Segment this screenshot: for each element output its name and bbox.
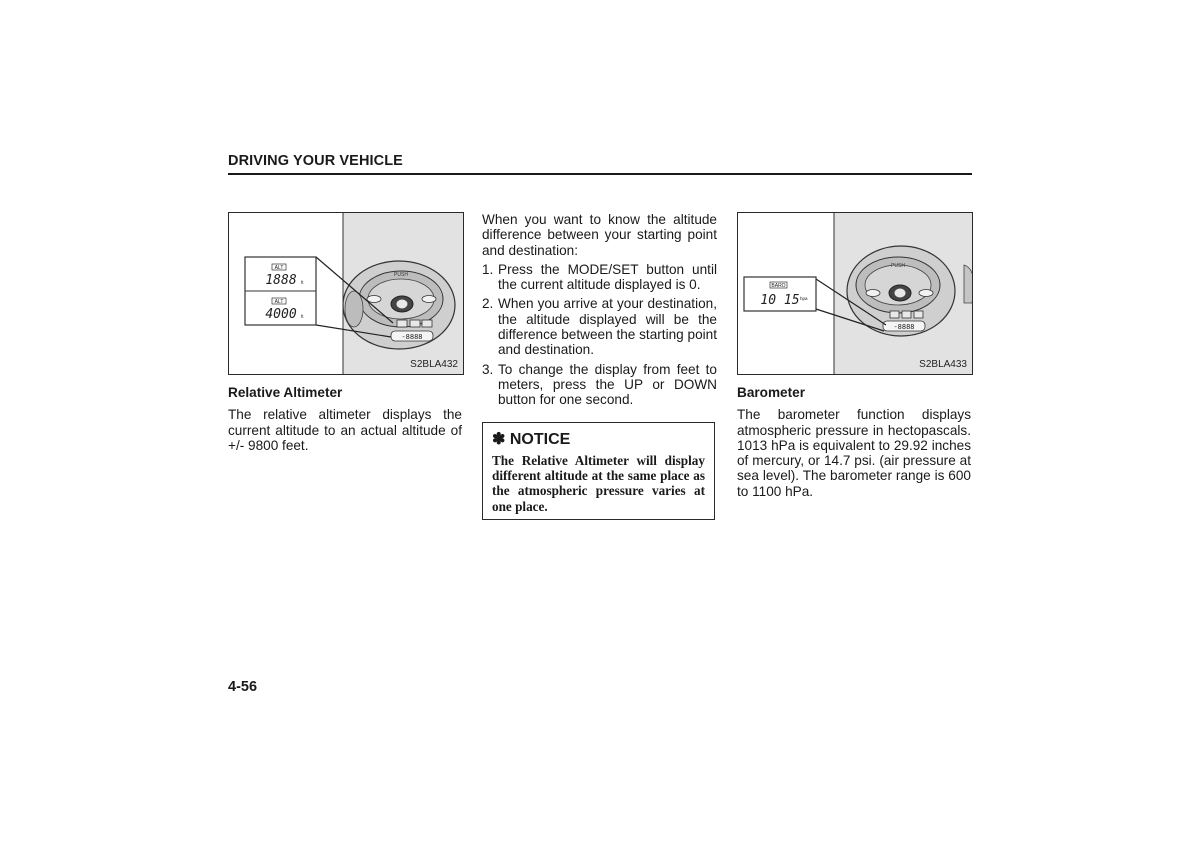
right-column <box>737 385 971 499</box>
altimeter-figure <box>228 212 464 375</box>
console-push-label: PUSH <box>891 263 905 269</box>
lcd-top-value: 1888 <box>265 273 297 288</box>
relative-altimeter-heading: Relative Altimeter <box>228 385 343 400</box>
lcd-top-unit: ft <box>301 280 304 285</box>
page-number: 4-56 <box>228 679 258 695</box>
header-rule <box>228 173 972 175</box>
lcd-bottom-value: 4000 <box>265 307 297 322</box>
lcd-unit: hpa <box>800 296 808 301</box>
step-item: 3. To change the display from feet to meters, press the UP or DOWN button for one second. <box>482 361 717 408</box>
middle-column <box>482 212 717 412</box>
notice-body: The Relative Altimeter will display different altitude at the same place as the atmospheric pressure varies at one place. <box>492 453 705 514</box>
altimeter-illustration <box>229 213 463 374</box>
figure-code: S2BLA432 <box>410 359 458 370</box>
lcd-top-tag: ALT <box>274 265 284 271</box>
barometer-heading: Barometer <box>737 385 805 400</box>
notice-box <box>482 422 715 520</box>
left-column <box>228 385 462 453</box>
lcd-bottom-tag: ALT <box>274 299 284 305</box>
barometer-paragraph: The barometer function displays atmospheric pressure in hectopascals. 1013 hPa is equivalent to 29.92 inches of mercury, or 14.7 psi. (air pressure at sea level). The barometer range is 600 to 1100 hPa. <box>737 407 971 499</box>
lcd-bottom-unit: ft <box>301 314 304 319</box>
console-push-label: PUSH <box>394 272 408 278</box>
svg-text:-8888: -8888 <box>401 333 423 341</box>
lcd-value: 10 15 <box>760 293 800 308</box>
lcd-tag: BARO <box>771 283 786 289</box>
altitude-intro: When you want to know the altitude difference between your starting point and destination: <box>482 212 717 258</box>
step-item: 1. Press the MODE/SET button until the current altitude displayed is 0. <box>482 261 717 293</box>
section-title: DRIVING YOUR VEHICLE <box>228 153 403 169</box>
svg-text:-8888: -8888 <box>893 323 915 331</box>
barometer-figure <box>737 212 973 375</box>
notice-title: ✽ NOTICE <box>492 431 571 448</box>
barometer-illustration <box>738 213 972 374</box>
altitude-steps <box>482 262 717 408</box>
relative-altimeter-paragraph: The relative altimeter displays the current altitude to an actual altitude of +/- 9800 feet. <box>228 407 462 453</box>
step-item: 2. When you arrive at your destination, the altitude displayed will be the difference between the starting point and destination. <box>482 296 717 358</box>
figure-code: S2BLA433 <box>919 359 967 370</box>
